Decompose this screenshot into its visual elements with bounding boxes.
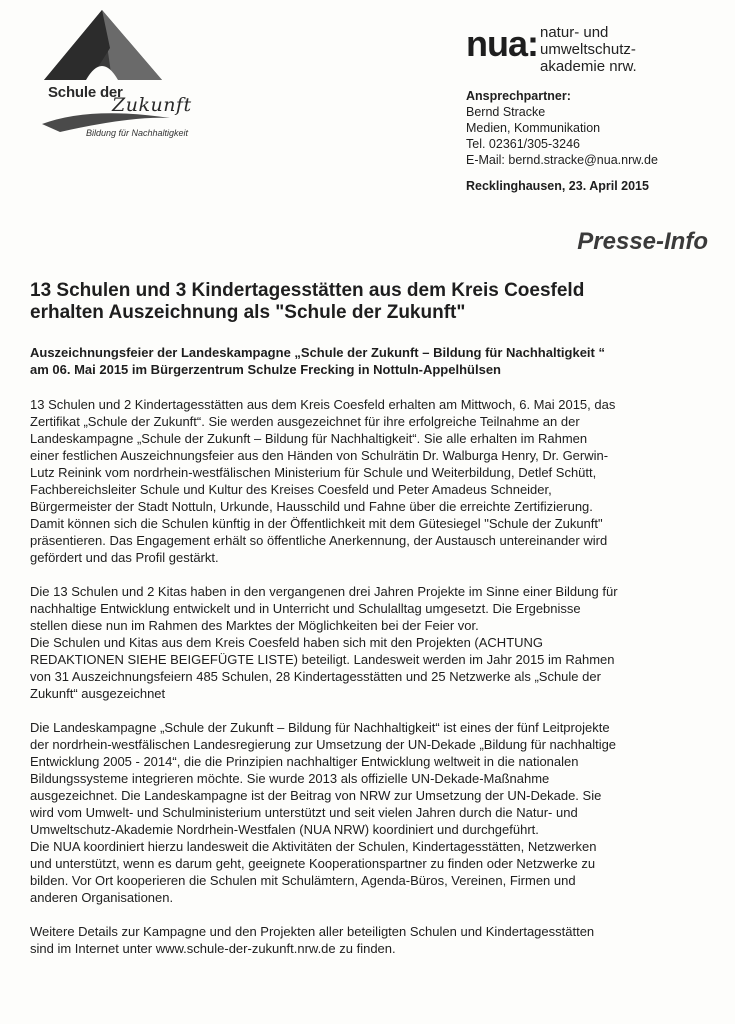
subheadline-line: Auszeichnungsfeier der Landeskampagne „Schule der Zukunft – Bildung für Nachhaltigkeit “ bbox=[30, 345, 605, 360]
contact-role: Medien, Kommunikation bbox=[466, 121, 601, 135]
text-line: REDAKTIONEN SIEHE BEIGEFÜGTE LISTE) beteiligt. Landesweit werden im Jahr 2015 im Rahmen bbox=[30, 652, 615, 667]
text-line: Umweltschutz-Akademie Nordrhein-Westfalen (NUA NRW) koordiniert und durchgeführt. bbox=[30, 822, 539, 837]
paragraph-4 bbox=[30, 923, 720, 957]
text-line: anderen Organisationen. bbox=[30, 890, 174, 905]
nua-name bbox=[540, 24, 637, 75]
text-line: gefördert und das Profil gestärkt. bbox=[30, 550, 219, 565]
text-line: Bildungssysteme integrieren möchte. Sie wurde 2013 als offizielle UN-Dekade-Maßnahme bbox=[30, 771, 550, 786]
contact-name: Bernd Stracke bbox=[466, 105, 546, 119]
nua-name-line: akademie nrw. bbox=[540, 58, 637, 75]
contact-label: Ansprechpartner: bbox=[466, 89, 571, 103]
text-line: Bürgermeister der Stadt Nottuln, Urkunde, Hausschild und Fahne über die erreichte Zertifizierung. bbox=[30, 499, 593, 514]
contact-email: E-Mail: bernd.stracke@nua.nrw.de bbox=[466, 153, 658, 167]
subheadline-line: am 06. Mai 2015 im Bürgerzentrum Schulze Frecking in Nottuln-Appelhülsen bbox=[30, 362, 501, 377]
text-line: bilden. Vor Ort kooperieren die Schulen mit Schulämtern, Agenda-Büros, Vereinen, Firmen und bbox=[30, 873, 576, 888]
logo-text-line3: Bildung für Nachhaltigkeit bbox=[86, 128, 189, 138]
logo-text-line1: Schule der bbox=[48, 84, 123, 101]
text-line: 13 Schulen und 2 Kindertagesstätten aus dem Kreis Coesfeld erhalten am Mittwoch, 6. Mai 2015, das bbox=[30, 397, 616, 412]
text-line: nachhaltige Entwicklung entwickelt und in Unterricht und Schulalltag umgesetzt. Die Ergebnisse bbox=[30, 601, 581, 616]
text-line: sind im Internet unter www.schule-der-zukunft.nrw.de zu finden. bbox=[30, 941, 396, 956]
text-line: Fachbereichsleiter Schule und Kultur des Kreises Coesfeld und Peter Amadeus Schneider, bbox=[30, 482, 552, 497]
text-line: wird vom Umwelt- und Schulministerium unterstützt und seit vielen Jahren durch die Natur- und bbox=[30, 805, 578, 820]
text-line: Weitere Details zur Kampagne und den Projekten aller beteiligten Schulen und Kindertagesstätten bbox=[30, 924, 595, 939]
presse-info-title: Presse-Info bbox=[577, 228, 708, 255]
headline-line: 13 Schulen und 3 Kindertagesstätten aus dem Kreis Coesfeld bbox=[30, 280, 585, 301]
text-line: Die 13 Schulen und 2 Kitas haben in den vergangenen drei Jahren Projekte im Sinne einer Bildung für bbox=[30, 584, 618, 599]
contact-phone: Tel. 02361/305-3246 bbox=[466, 137, 580, 151]
logo-text-line2: Zukunft bbox=[112, 94, 192, 116]
dateline: Recklinghausen, 23. April 2015 bbox=[466, 179, 649, 193]
contact-block bbox=[466, 88, 658, 168]
text-line: von 31 Auszeichnungsfeiern 485 Schulen, 28 Kindertagesstätten und 25 Netzwerke als „Schule der bbox=[30, 669, 601, 684]
text-line: Die Landeskampagne „Schule der Zukunft – Bildung für Nachhaltigkeit“ ist eines der fünf Leitprojekte bbox=[30, 720, 610, 735]
paragraph-2 bbox=[30, 583, 720, 702]
headline-line: erhalten Auszeichnung als "Schule der Zukunft" bbox=[30, 302, 466, 323]
text-line: Die NUA koordiniert hierzu landesweit die Aktivitäten der Schulen, Kindertagesstätten, Netzwerken bbox=[30, 839, 597, 854]
paragraph-1 bbox=[30, 396, 720, 566]
text-line: Die Schulen und Kitas aus dem Kreis Coesfeld haben sich mit den Projekten (ACHTUNG bbox=[30, 635, 544, 650]
text-line: der nordrhein-westfälischen Landesregierung zur Umsetzung der UN-Dekade „Bildung für nachhaltige bbox=[30, 737, 617, 752]
headline bbox=[30, 280, 720, 324]
text-line: Landeskampagne „Schule der Zukunft – Bildung für Nachhaltigkeit“. Sie alle erhalten im Rahmen bbox=[30, 431, 588, 446]
text-line: stellen diese nun im Rahmen des Marktes der Möglichkeiten bei der Feier vor. bbox=[30, 618, 479, 633]
text-line: und unterstützt, wenn es darum geht, geeignete Kooperationspartner zu finden oder Netzwerke zu bbox=[30, 856, 596, 871]
nua-name-line: umweltschutz- bbox=[540, 41, 636, 58]
subheadline bbox=[30, 344, 720, 378]
text-line: ausgezeichnet. Die Landeskampagne ist der Beitrag von NRW zur Umsetzung der UN-Dekade. Sie bbox=[30, 788, 602, 803]
text-line: präsentieren. Das Engagement erhält so öffentliche Anerkennung, der Austausch untereinander wird bbox=[30, 533, 608, 548]
nua-wordmark: nua: bbox=[466, 23, 538, 64]
text-line: Zukunft“ ausgezeichnet bbox=[30, 686, 166, 701]
text-line: einer festlichen Auszeichnungsfeier aus den Händen von Schulrätin Dr. Walburga Henry, Dr. Gerwin- bbox=[30, 448, 609, 463]
text-line: Zertifikat „Schule der Zukunft“. Sie werden ausgezeichnet für ihre erfolgreiche Teilnahme an der bbox=[30, 414, 580, 429]
pyramid-logo-icon bbox=[30, 8, 200, 140]
text-line: Entwicklung 2005 - 2014“, die die Prinzipien nachhaltiger Entwicklung weltweit in die nationalen bbox=[30, 754, 579, 769]
article-body bbox=[30, 280, 720, 974]
text-line: Lutz Reinink vom nordrhein-westfälischen Ministerium für Schule und Weiterbildung, Detlef Schütt, bbox=[30, 465, 597, 480]
paragraph-3 bbox=[30, 719, 720, 906]
text-line: Damit können sich die Schulen künftig in der Öffentlichkeit mit dem Gütesiegel "Schule der Zukunft" bbox=[30, 516, 603, 531]
schule-der-zukunft-logo bbox=[30, 8, 200, 140]
nua-name-line: natur- und bbox=[540, 24, 609, 41]
nua-logo bbox=[466, 24, 696, 84]
